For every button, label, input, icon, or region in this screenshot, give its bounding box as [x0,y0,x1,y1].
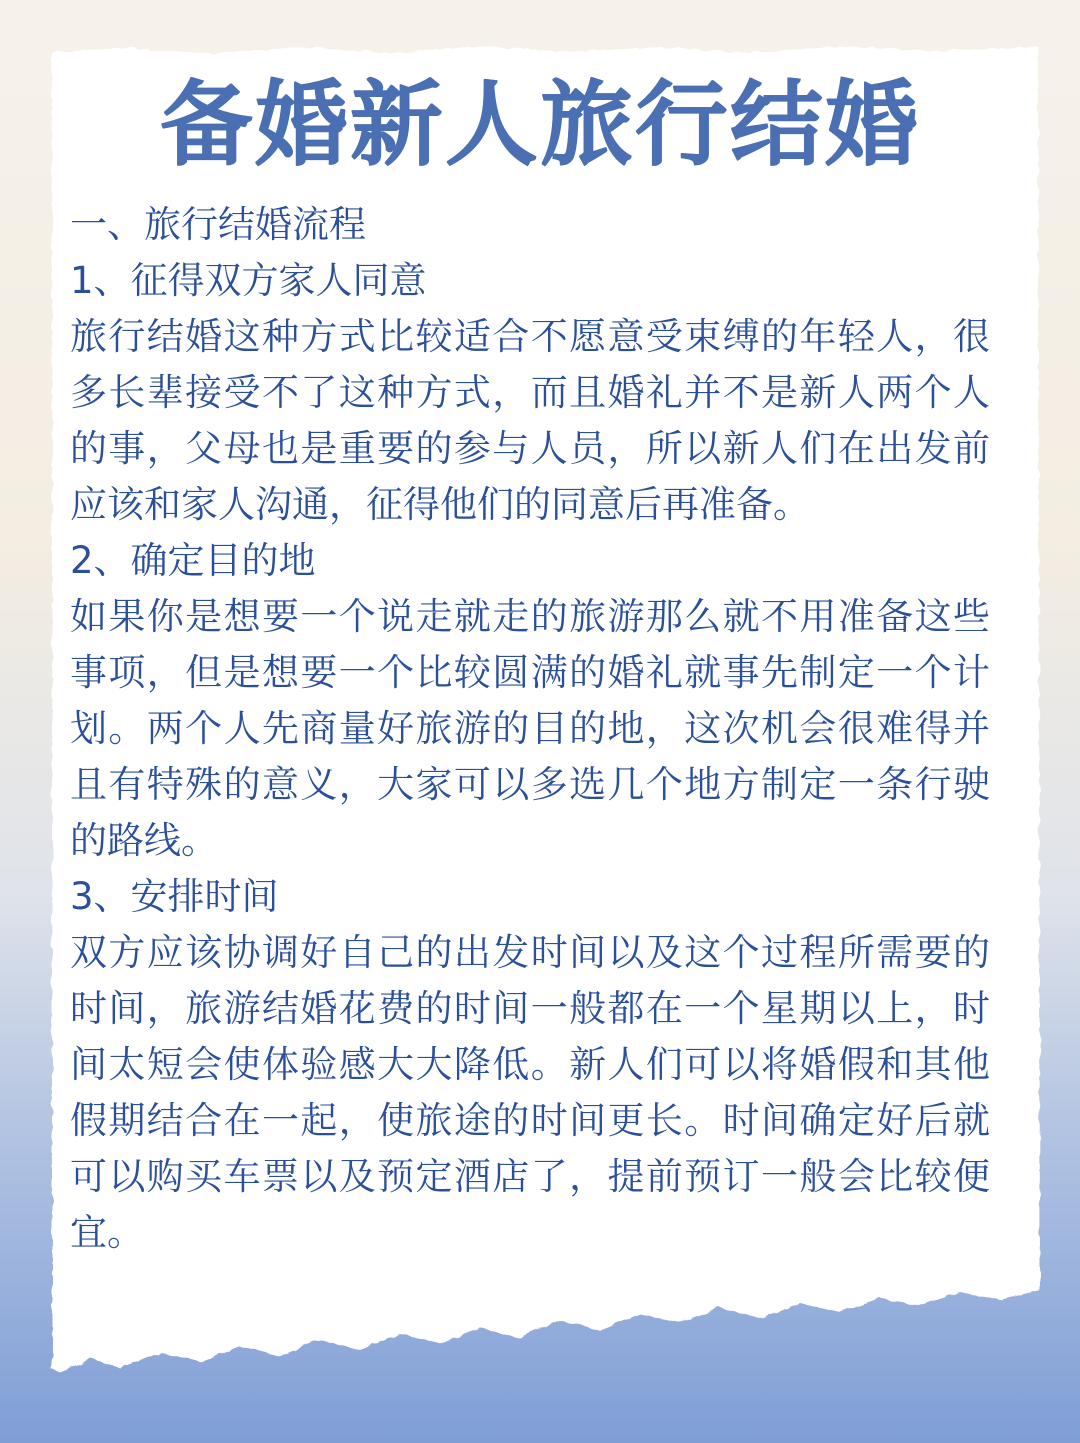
step1-heading: 1、征得双方家人同意 [70,259,427,302]
article-body [70,197,990,1261]
step1-paragraph: 旅行结婚这种方式比较适合不愿意受束缚的年轻人，很多长辈接受不了这种方式，而且婚礼并不是新人两个人的事，父母也是重要的参与人员，所以新人们在出发前应该和家人沟通，征得他们的同意后再准备。 [70,315,990,526]
section-heading-process: 一、旅行结婚流程 [70,203,366,246]
step2-paragraph: 如果你是想要一个说走就走的旅游那么就不用准备这些事项，但是想要一个比较圆满的婚礼就事先制定一个计划。两个人先商量好旅游的目的地，这次机会很难得并且有特殊的意义，大家可以多选几个地方制定一条行驶的路线。 [70,595,990,862]
step2-heading: 2、确定目的地 [70,539,316,582]
step3-heading: 3、安排时间 [70,875,279,918]
step3-paragraph: 双方应该协调好自己的出发时间以及这个过程所需要的时间，旅游结婚花费的时间一般都在一个星期以上，时间太短会使体验感大大降低。新人们可以将婚假和其他假期结合在一起，使旅途的时间更长。时间确定好后就可以购买车票以及预定酒店了，提前预订一般会比较便宜。 [70,931,990,1254]
page-title: 备婚新人旅行结婚 [159,71,920,178]
